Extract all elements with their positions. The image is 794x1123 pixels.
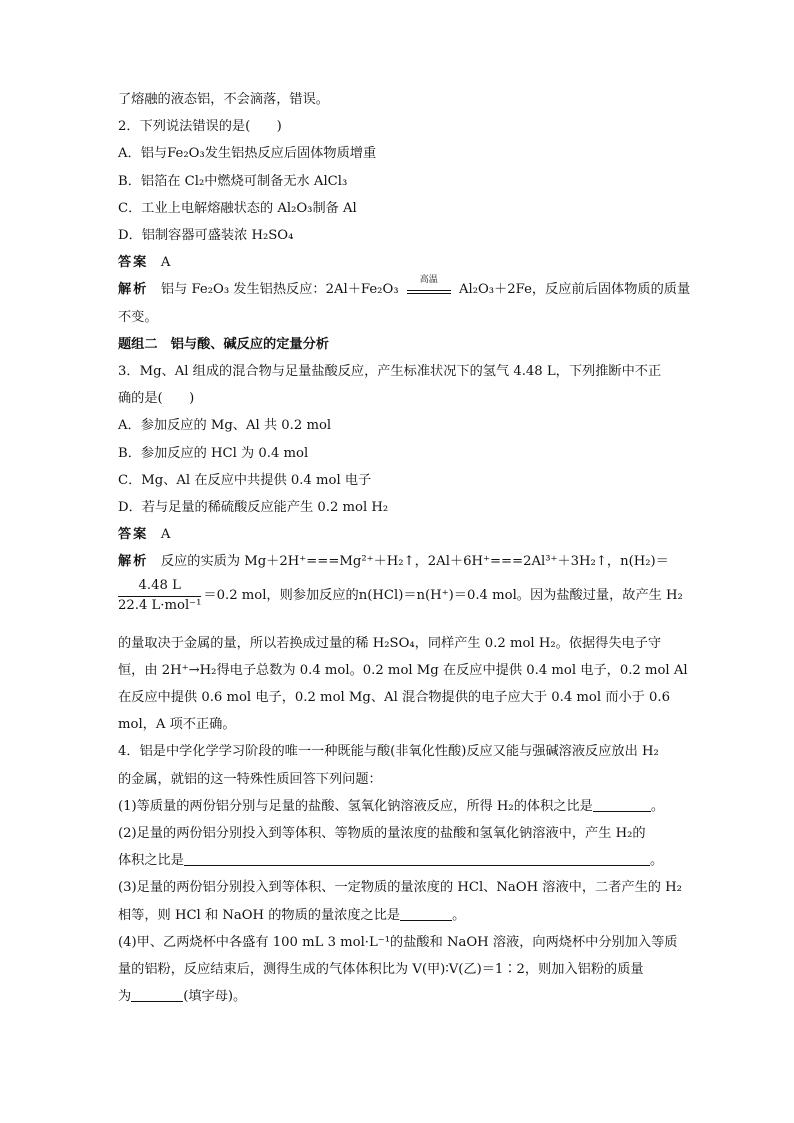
q2-option-d: D．铝制容器可盛装浓 H₂SO₄ xyxy=(118,228,294,244)
analysis-label: 解析 xyxy=(118,554,149,570)
analysis-text: 铝与 Fe₂O₃ 发生铝热反应：2Al＋Fe₂O₃ xyxy=(160,282,399,298)
answer-blank[interactable] xyxy=(184,851,650,866)
question-4-stem: 的金属，就铝的这一特殊性质回答下列问题： xyxy=(118,771,382,787)
fraction-denominator: 22.4 L·mol⁻¹ xyxy=(118,597,202,613)
q3-option-d: D．若与足量的稀硫酸反应能产生 0.2 mol H₂ xyxy=(118,500,389,516)
answer-value: A xyxy=(160,527,171,543)
punctuation: 。 xyxy=(649,853,664,869)
question-2-stem: 2．下列说法错误的是( ) xyxy=(118,119,282,135)
q3-analysis-line-2 xyxy=(118,576,683,630)
q3-analysis-line-1 xyxy=(118,548,678,575)
q4-part-2: (2)足量的两份铝分别投入到等体积、等物质的量浓度的盐酸和氢氧化钠溶液中，产生 H₂的 xyxy=(118,826,646,842)
text-line: 了熔融的液态铝，不会滴落，错误。 xyxy=(118,92,329,107)
q4-part-3: (3)足量的两份铝分别投入到等体积、一定物质的量浓度的 HCl、NaOH 溶液中，二者产生的 H₂ xyxy=(118,880,682,896)
q3-analysis-line-6: mol，A 项不正确。 xyxy=(118,717,236,733)
q3-option-a: A．参加反应的 Mg、Al 共 0.2 mol xyxy=(118,418,332,434)
analysis-text: 反应的实质为 Mg＋2H⁺===Mg²⁺＋H₂↑，2Al＋6H⁺===2Al³⁺＋3H₂↑，n(H₂)＝ xyxy=(160,554,669,570)
answer-blank[interactable] xyxy=(131,987,183,1002)
q2-answer xyxy=(118,249,678,276)
q4-part-4-end xyxy=(118,983,678,1010)
analysis-text: Al₂O₃＋2Fe，反应前后固体物质的质量 xyxy=(458,282,691,298)
q3-analysis-line-5: 在反应中提供 0.6 mol 电子，0.2 mol Mg、Al 混合物提供的电子应大于 0.4 mol 而小于 0.6 xyxy=(118,690,670,706)
q3-analysis-line-4: 恒，由 2H⁺→H₂得电子总数为 0.4 mol。0.2 mol Mg 在反应中提供 0.4 mol 电子，0.2 mol Al xyxy=(118,662,688,678)
question-3-stem: 3．Mg、Al 组成的混合物与足量盐酸反应，产生标准状况下的氢气 4.48 L，下列推断中不正 xyxy=(118,364,662,380)
question-3-stem: 确的是( ) xyxy=(118,391,195,407)
q2-analysis-line-1 xyxy=(118,275,691,303)
q3-answer xyxy=(118,521,678,548)
reaction-condition-arrow xyxy=(407,275,451,294)
analysis-label: 解析 xyxy=(118,282,149,298)
answer-label: 答案 xyxy=(118,255,149,271)
part-text: 相等，则 HCl 和 NaOH 的物质的量浓度之比是 xyxy=(118,907,401,923)
part-text: 体积之比是 xyxy=(118,853,184,869)
punctuation: 。 xyxy=(452,907,466,923)
answer-label: 答案 xyxy=(118,527,149,543)
answer-blank[interactable] xyxy=(593,797,651,812)
fraction xyxy=(118,576,201,615)
q2-option-a: A．铝与Fe₂O₃发生铝热反应后固体物质增重 xyxy=(118,146,377,162)
q3-option-c: C．Mg、Al 在反应中共提供 0.4 mol 电子 xyxy=(118,472,372,488)
q4-part-4: (4)甲、乙两烧杯中各盛有 100 mL 3 mol·L⁻¹的盐酸和 NaOH 溶液，向两烧杯中分别加入等质 xyxy=(118,934,678,950)
answer-value: A xyxy=(160,255,171,271)
analysis-text: ＝0.2 mol，则参加反应的n(HCl)＝n(H⁺)＝0.4 mol。因为盐酸过量，故产生 H₂ xyxy=(203,587,683,603)
fraction-numerator: 4.48 L xyxy=(118,576,201,597)
q4-part-3-cont xyxy=(118,902,678,929)
q4-part-2-cont xyxy=(118,847,678,874)
punctuation: 。 xyxy=(650,798,665,814)
q4-part-1 xyxy=(118,793,678,820)
group-heading: 题组二 铝与酸、碱反应的定量分析 xyxy=(118,336,329,352)
q3-option-b: B．参加反应的 HCl 为 0.4 mol xyxy=(118,445,309,461)
part-text: 为 xyxy=(118,989,132,1005)
q2-option-b: B．铝箔在 Cl₂中燃烧可制备无水 AlCl₃ xyxy=(118,173,348,189)
condition-label: 高温 xyxy=(419,275,438,286)
q2-option-c: C．工业上电解熔融状态的 Al₂O₃制备 Al xyxy=(118,200,357,216)
q3-analysis-line-3: 的量取决于金属的量，所以若换成过量的稀 H₂SO₄，同样产生 0.2 mol H₂。依据得失电子守 xyxy=(118,635,662,651)
q2-analysis-line-2: 不变。 xyxy=(118,309,158,325)
answer-blank[interactable] xyxy=(400,906,452,921)
document-page xyxy=(118,86,691,1011)
question-4-stem: 4．铝是中学化学学习阶段的唯一一种既能与酸(非氧化性酸)反应又能与强碱溶液反应放出 H₂ xyxy=(118,744,659,760)
q4-part-4-cont: 量的铝粉，反应结束后，测得生成的气体体积比为 V(甲)∶V(乙)＝1∶2，则加入铝粉的质量 xyxy=(118,962,644,978)
part-text: (填字母)。 xyxy=(183,989,247,1005)
part-text: (1)等质量的两份铝分别与足量的盐酸、氢氧化钠溶液反应，所得 H₂的体积之比是 xyxy=(118,798,593,814)
